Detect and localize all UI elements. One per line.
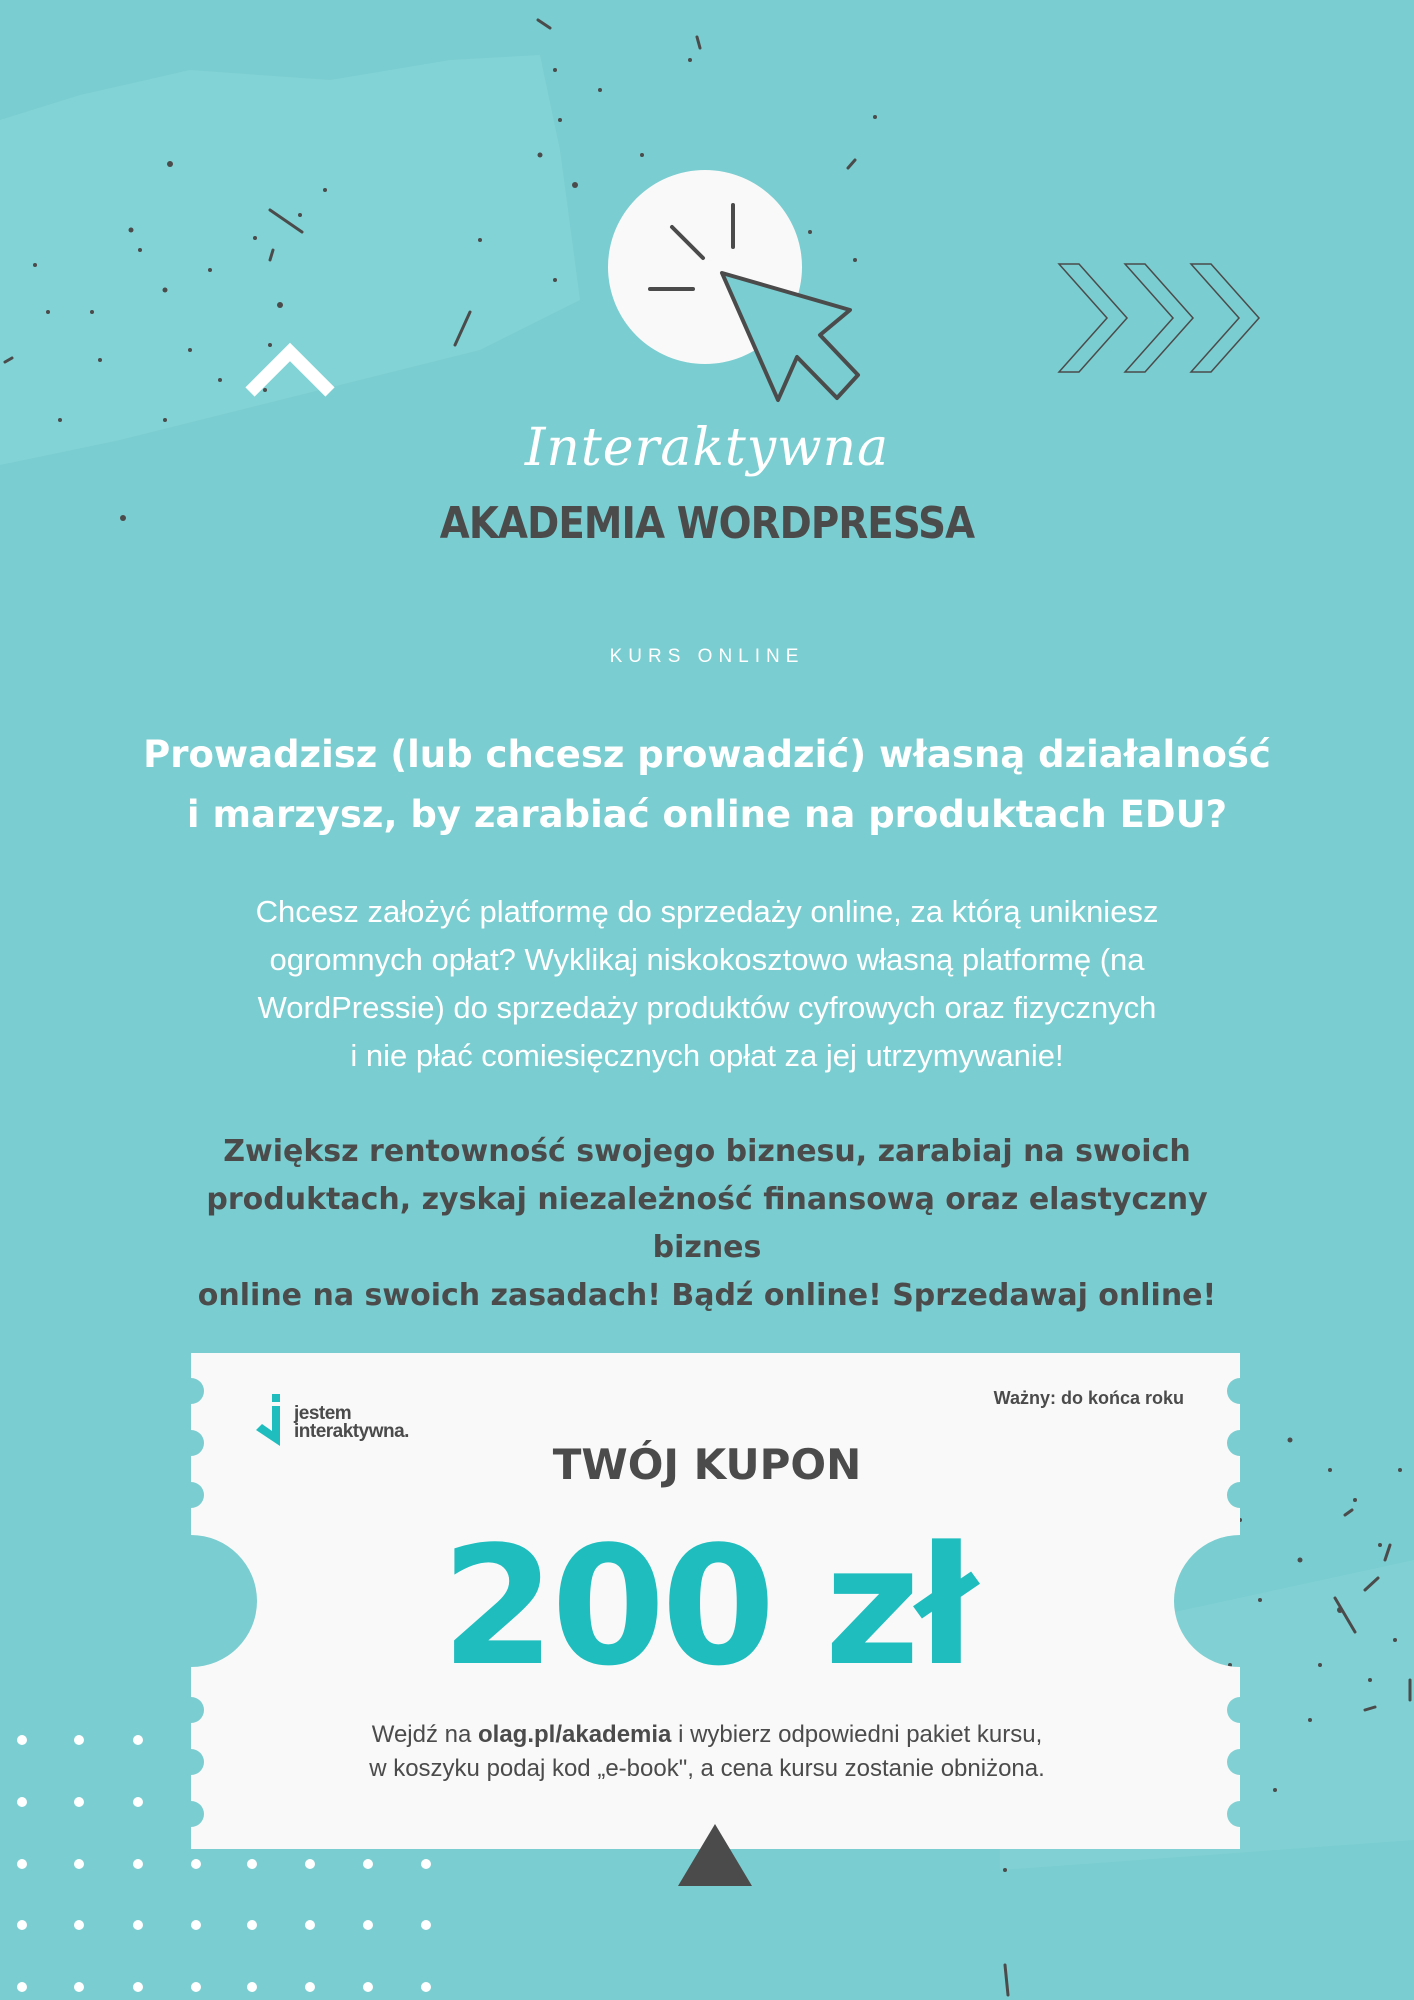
coupon-info-suffix: i wybierz odpowiedni pakiet kursu, (671, 1721, 1043, 1748)
body-line: i nie płać comiesięcznych opłat za jej utrzymywanie! (350, 1038, 1064, 1073)
brand-word-line1: jestem (294, 1403, 352, 1424)
headline-line: i marzysz, by zarabiać online na produktach EDU? (186, 793, 1228, 836)
coupon-validity: Ważny: do końca roku (993, 1388, 1184, 1408)
body-line: Chcesz założyć platformę do sprzedaży online, za którą unikniesz (255, 894, 1159, 929)
logo-title: AKADEMIA WORDPRESSA (439, 498, 975, 549)
coupon-instructions-line1 (260, 1718, 1154, 1752)
highlight-line: produktach, zyskaj niezależność finansową oraz elastyczny biznes (206, 1182, 1208, 1265)
logo-script-text: Interaktywna (524, 418, 890, 478)
eyebrow-label: KURS ONLINE (609, 646, 805, 667)
coupon-info-prefix: Wejdź na (371, 1721, 478, 1748)
headline-line: Prowadzisz (lub chcesz prowadzić) własną działalność (143, 733, 1271, 776)
highlight-line: online na swoich zasadach! Bądź online! Sprzedawaj online! (197, 1278, 1217, 1313)
body-line: ogromnych opłat? Wyklikaj niskokosztowo własną platformę (na (269, 942, 1145, 977)
coupon-title: TWÓJ KUPON (552, 1440, 862, 1489)
coupon-link[interactable]: olag.pl/akademia (478, 1721, 672, 1748)
coupon-instructions (260, 1718, 1154, 1786)
brand-word-line2: interaktywna. (294, 1421, 409, 1442)
highlight-line: Zwiększ rentowność swojego biznesu, zarabiaj na swoich (223, 1134, 1191, 1169)
coupon-amount: 200 zł (441, 1511, 973, 1702)
body-line: WordPressie) do sprzedaży produktów cyfrowych oraz fizycznych (257, 990, 1157, 1025)
triangle-up-icon (676, 1822, 754, 1888)
coupon-instructions-line2: w koszyku podaj kod „e-book", a cena kursu zostanie obniżona. (369, 1755, 1045, 1782)
